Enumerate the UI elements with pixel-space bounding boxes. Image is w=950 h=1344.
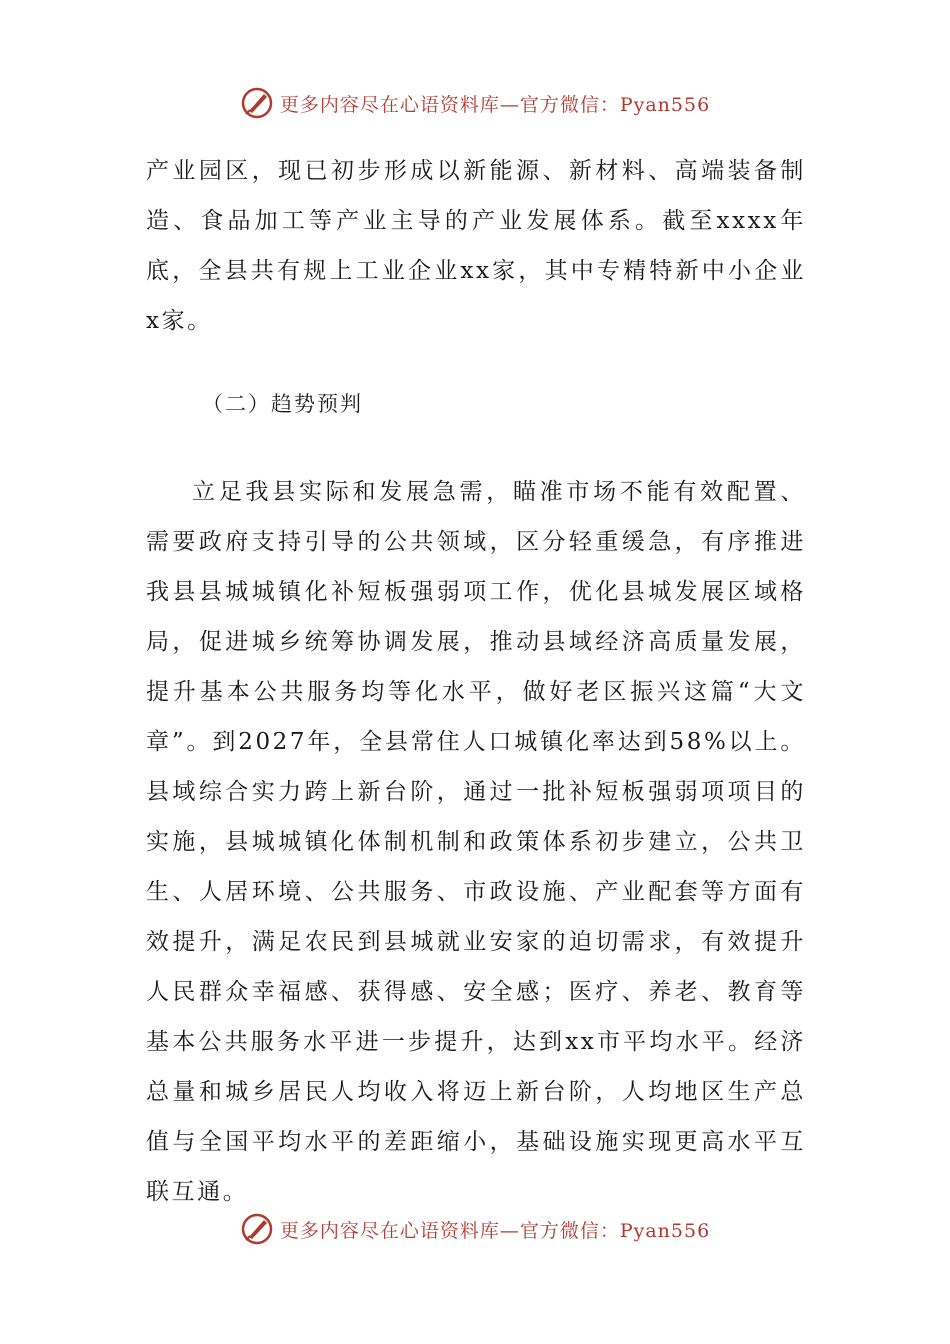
intro-paragraph: 产业园区，现已初步形成以新能源、新材料、高端装备制造、食品加工等产业主导的产业发展体系。截至xxxx年底，全县共有规上工业企业xx家，其中专精特新中小企业x家。 [146,158,806,334]
quill-logo-icon [240,1212,274,1246]
header-watermark [0,83,950,123]
footer-watermark [0,1209,950,1249]
quill-logo-icon [240,86,274,120]
watermark-text: 更多内容尽在心语资料库—官方微信：Pyan556 [279,1219,711,1242]
document-body [146,146,806,1217]
watermark-text: 更多内容尽在心语资料库—官方微信：Pyan556 [279,93,711,116]
section-heading: （二）趋势预判 [202,392,363,416]
body-paragraph: 立足我县实际和发展急需，瞄准市场不能有效配置、需要政府支持引导的公共领域，区分轻重缓急，有序推进我县县城城镇化补短板强弱项工作，优化县城发展区域格局，促进城乡统筹协调发展，推动县域经济高质量发展，提升基本公共服务均等化水平，做好老区振兴这篇“大文章”。到2027年，全县常住人口城镇化率达到58%以上。县域综合实力跨上新台阶，通过一批补短板强弱项项目的实施，县城城镇化体制机制和政策体系初步建立，公共卫生、人居环境、公共服务、市政设施、产业配套等方面有效提升，满足农民到县城就业安家的迫切需求，有效提升人民群众幸福感、获得感、安全感；医疗、养老、教育等基本公共服务水平进一步提升，达到xx市平均水平。经济总量和城乡居民人均收入将迈上新台阶，人均地区生产总值与全国平均水平的差距缩小，基础设施实现更高水平互联互通。 [146,479,806,1205]
